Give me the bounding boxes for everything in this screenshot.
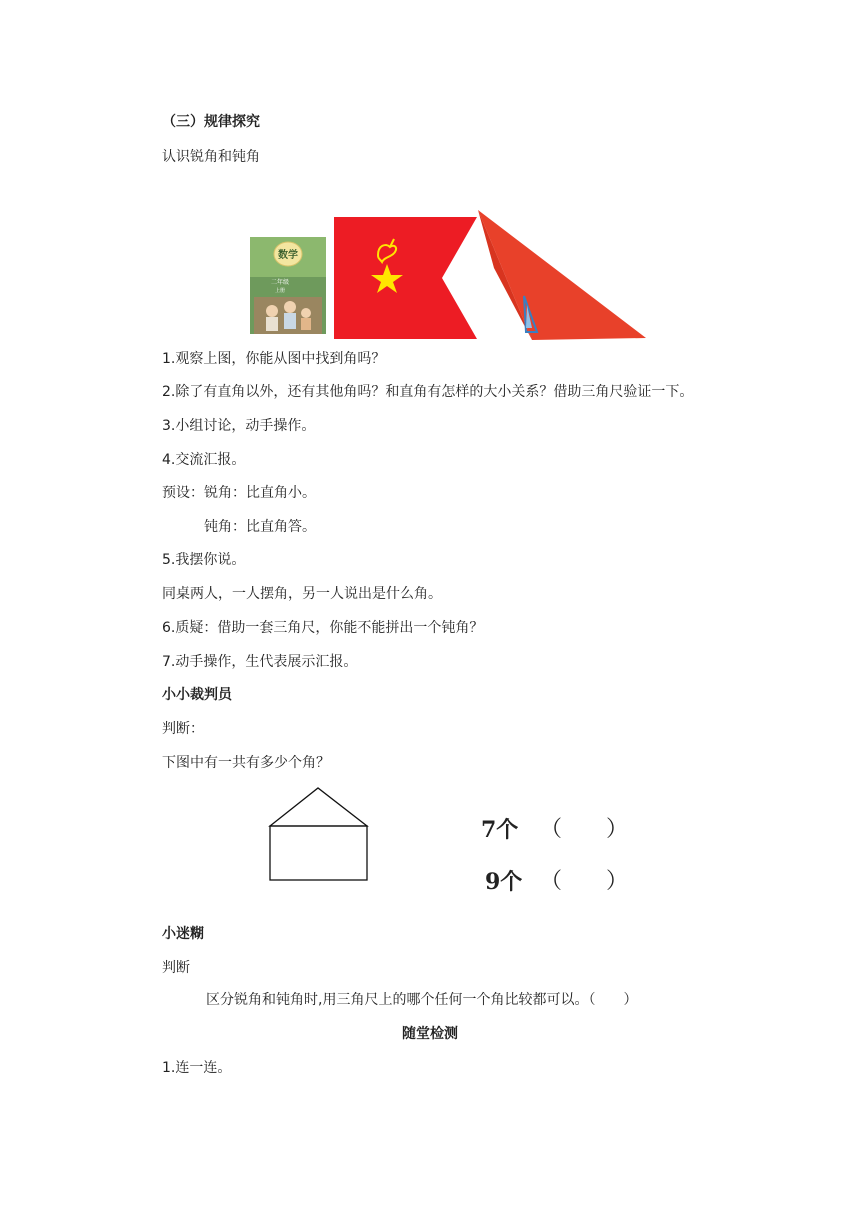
- option-7: 7个: [481, 817, 519, 843]
- section-subheading: 认识锐角和钝角: [162, 149, 260, 165]
- quiz-item-1: 1.连一连。: [162, 1060, 232, 1076]
- step-5-detail: 同桌两人，一人摆角，另一人说出是什么角。: [162, 586, 442, 602]
- preset-acute: 预设：锐角：比直角小。: [162, 485, 316, 501]
- step-4: 4.交流汇报。: [162, 452, 246, 468]
- step-2: 2.除了有直角以外，还有其他角吗？和直角有怎样的大小关系？借助三角尺验证一下。: [162, 384, 694, 400]
- cover-volume: 上册: [274, 288, 286, 294]
- step-7: 7.动手操作，生代表展示汇报。: [162, 654, 358, 670]
- house-shape-figure: [268, 786, 370, 882]
- option-7-blank[interactable]: （ ）: [540, 817, 629, 842]
- quiz-title: 随堂检测: [402, 1026, 458, 1042]
- step-3: 3.小组讨论，动手操作。: [162, 418, 316, 434]
- step-6: 6.质疑：借助一套三角尺，你能不能拼出一个钝角？: [162, 620, 484, 636]
- confusion-statement: 区分锐角和钝角时,用三角尺上的哪个任何一个角比较都可以。（ ）: [206, 992, 638, 1008]
- judge-title: 小小裁判员: [162, 687, 232, 703]
- section-heading: （三）规律探究: [162, 114, 260, 130]
- cover-title: 数学: [278, 250, 298, 261]
- judge-label: 判断：: [162, 721, 204, 737]
- red-scarf-image: [474, 208, 649, 342]
- confusion-title: 小迷糊: [162, 926, 204, 942]
- option-9: 9个: [485, 869, 523, 895]
- option-9-blank[interactable]: （ ）: [540, 869, 629, 894]
- textbook-cover-image: [250, 237, 326, 334]
- judge-question: 下图中有一共有多少个角？: [162, 755, 330, 771]
- step-5: 5.我摆你说。: [162, 552, 246, 568]
- cover-grade: 二年级: [270, 279, 290, 286]
- confusion-label: 判断: [162, 960, 190, 976]
- flag-image: [334, 217, 479, 339]
- step-1: 1.观察上图，你能从图中找到角吗？: [162, 351, 386, 367]
- preset-obtuse: 钝角：比直角答。: [204, 519, 316, 535]
